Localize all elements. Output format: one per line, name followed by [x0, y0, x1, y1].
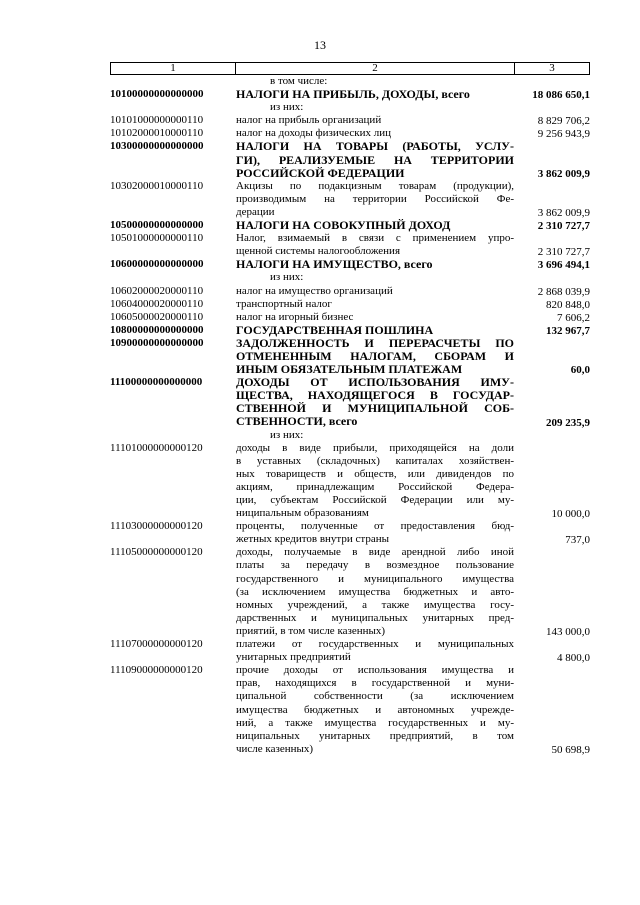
row-code: 10900000000000000 [110, 336, 204, 349]
column-header-table [110, 62, 590, 75]
row-amount: 60,0 [570, 364, 590, 377]
row-amount: 50 698,9 [551, 743, 590, 756]
table-row [110, 75, 590, 88]
row-description [236, 88, 514, 101]
row-code: 10602000020000110 [110, 284, 204, 297]
row-description-line: акциям, принадлежащим Российской Федера- [236, 480, 514, 493]
table-row [110, 114, 590, 127]
row-amount: 143 000,0 [546, 626, 590, 639]
row-description-line: из них: [270, 428, 304, 441]
table-row [110, 520, 590, 546]
row-description-line: ципальной собственности (за исключением [236, 690, 514, 703]
row-description-line: доходы, получаемые в виде арендной либо иной [236, 546, 514, 559]
row-description-line: из них: [270, 101, 304, 114]
row-description-line: ЩЕСТВА, НАХОДЯЩЕГОСЯ В ГОСУДАР- [236, 389, 514, 403]
table-row [110, 127, 590, 140]
row-description [236, 520, 514, 546]
row-description-line: ГИ), РЕАЛИЗУЕМЫЕ НА ТЕРРИТОРИИ [236, 153, 514, 167]
row-description-line: НАЛОГИ НА ПРИБЫЛЬ, ДОХОДЫ, всего [236, 88, 470, 102]
table-row [110, 140, 590, 179]
row-description-line: в том числе: [270, 75, 328, 87]
table-row [110, 88, 590, 101]
row-description-line: ОТМЕНЕННЫМ НАЛОГАМ, СБОРАМ И [236, 349, 514, 363]
row-code: 10605000020000110 [110, 310, 204, 323]
row-description-line: платежи от государственных и муниципальных [236, 638, 514, 651]
row-description-line: ДОХОДЫ ОТ ИСПОЛЬЗОВАНИЯ ИМУ- [236, 376, 514, 390]
table-row [110, 232, 590, 258]
row-amount: 4 800,0 [557, 652, 590, 665]
table-row [110, 285, 590, 298]
column-header-row [111, 63, 590, 75]
row-code: 11105000000000120 [110, 546, 203, 559]
row-code: 10101000000000110 [110, 114, 204, 127]
row-description [236, 638, 514, 664]
row-description [236, 298, 514, 311]
row-description-line: РОССИЙСКОЙ ФЕДЕРАЦИИ [236, 166, 405, 180]
row-description-line: ГОСУДАРСТВЕННАЯ ПОШЛИНА [236, 323, 434, 337]
table-row [110, 311, 590, 324]
table-row [110, 442, 590, 521]
row-amount: 3 862 009,9 [537, 167, 590, 180]
table-row [110, 546, 590, 638]
row-description-line: Акцизы по подакцизным товарам (продукции), [236, 179, 514, 192]
row-code: 10302000010000110 [110, 179, 204, 192]
row-code: 11109000000000120 [110, 664, 203, 677]
row-description-line: налог на доходы физических лиц [236, 127, 392, 140]
row-description-line: щенной системы налогообложения [236, 245, 401, 258]
row-description-line: СТВЕННОЙ И МУНИЦИПАЛЬНОЙ СОБ- [236, 402, 514, 416]
row-amount: 209 235,9 [546, 416, 590, 429]
row-description [236, 232, 514, 258]
row-description [236, 376, 514, 428]
row-amount: 2 310 727,7 [537, 246, 590, 259]
row-amount: 2 310 727,7 [537, 220, 590, 233]
row-description-line: из них: [270, 271, 304, 284]
table-row [110, 664, 590, 756]
row-code: 10501000000000110 [110, 232, 204, 245]
row-description-line: НАЛОГИ НА СОВОКУПНЫЙ ДОХОД [236, 219, 451, 233]
row-amount: 2 868 039,9 [537, 285, 590, 298]
row-description [236, 219, 514, 232]
row-description [236, 140, 514, 179]
column-header-1: 1 [111, 63, 236, 75]
row-description-line: проценты, полученные от предоставления бюд- [236, 520, 514, 533]
row-description [236, 101, 548, 114]
row-description-line: номных учреждений, а также имущества госу- [236, 598, 514, 611]
row-code: 10500000000000000 [110, 219, 204, 232]
row-description [236, 442, 514, 521]
row-description [236, 271, 548, 284]
row-code: 10102000010000110 [110, 127, 204, 140]
row-amount: 3 862 009,9 [537, 207, 590, 220]
table-row [110, 337, 590, 376]
table-row [110, 271, 590, 284]
table-row [110, 376, 590, 428]
row-code: 11103000000000120 [110, 520, 203, 533]
row-description-line: дерации [236, 205, 275, 218]
row-description-line: унитарных предприятий [236, 651, 351, 664]
row-description-line: доходы в виде прибыли, приходящейся на доли [236, 441, 514, 454]
row-amount: 737,0 [565, 534, 590, 547]
row-description-line: ции, субъектам Российской Федерации или му- [236, 494, 514, 506]
row-description [236, 258, 514, 271]
row-description-line: транспортный налог [236, 297, 332, 310]
table-row [110, 219, 590, 232]
row-description [236, 127, 514, 140]
row-description-line: дарственных и муниципальных унитарных пред- [236, 611, 514, 624]
row-description-line: производимым на территории Российской Фе- [236, 192, 514, 205]
row-description-line: ний, а также имущества государственных и му- [236, 716, 514, 729]
row-description-line: платы за передачу в возмездное пользование [236, 559, 514, 572]
row-code: 10800000000000000 [110, 323, 204, 336]
row-description-line: ЗАДОЛЖЕННОСТЬ И ПЕРЕРАСЧЕТЫ ПО [236, 336, 514, 350]
row-description [236, 180, 514, 219]
row-description [236, 664, 514, 756]
row-code: 11107000000000120 [110, 638, 203, 651]
row-code: 10604000020000110 [110, 297, 204, 310]
row-description [236, 311, 514, 324]
row-description-line: прав, находящихся в государственной и муни- [236, 677, 514, 690]
row-amount: 9 256 943,9 [537, 128, 590, 141]
row-description-line: ИНЫМ ОБЯЗАТЕЛЬНЫМ ПЛАТЕЖАМ [236, 363, 463, 377]
row-description-line: СТВЕННОСТИ, всего [236, 415, 358, 429]
row-amount: 8 829 706,2 [537, 115, 590, 128]
row-description-line: имущества бюджетных и автономных учрежде- [236, 703, 514, 716]
row-code: 11100000000000000 [110, 376, 203, 389]
row-code: 11101000000000120 [110, 441, 203, 454]
row-description [236, 546, 514, 638]
budget-rows [110, 75, 590, 756]
table-row [110, 180, 590, 219]
table-row [110, 298, 590, 311]
row-description [236, 285, 514, 298]
row-description-line: ниципальным образованиям [236, 507, 369, 520]
page-number: 13 [314, 38, 326, 52]
row-amount: 7 606,2 [557, 311, 590, 324]
row-description-line: ниципальных унитарных предприятий, в том [236, 729, 514, 742]
table-row [110, 429, 590, 442]
table-row [110, 258, 590, 271]
row-description-line: в уставных (складочных) капиталах хозяйствен- [236, 454, 514, 467]
row-description-line: числе казенных) [236, 742, 314, 755]
row-description-line: государственного и муниципального имущества [236, 572, 514, 585]
column-header-3: 3 [515, 63, 590, 75]
row-amount: 132 967,7 [546, 324, 590, 337]
row-description-line: налог на игорный бизнес [236, 310, 354, 323]
row-description-line: НАЛОГИ НА ТОВАРЫ (РАБОТЫ, УСЛУ- [236, 140, 514, 154]
row-amount: 10 000,0 [551, 508, 590, 521]
table-row [110, 324, 590, 337]
row-description-line: НАЛОГИ НА ИМУЩЕСТВО, всего [236, 258, 433, 272]
row-code: 10100000000000000 [110, 88, 204, 101]
row-description [236, 114, 514, 127]
row-code: 10300000000000000 [110, 140, 204, 153]
row-description-line: ных товариществ и обществ, или дивидендов по [236, 467, 514, 480]
row-code: 10600000000000000 [110, 258, 204, 271]
row-description-line: налог на имущество организаций [236, 284, 393, 297]
row-description [236, 324, 514, 337]
table-row [110, 638, 590, 664]
row-description [236, 429, 548, 442]
row-amount: 820 848,0 [546, 298, 590, 311]
row-description [236, 75, 548, 88]
row-description-line: Налог, взимаемый в связи с применением упро- [236, 232, 514, 245]
row-description-line: налог на прибыль организаций [236, 114, 382, 127]
table-row [110, 101, 590, 114]
row-description-line: приятий, в том числе казенных) [236, 624, 386, 637]
row-description-line: прочие доходы от использования имущества и [236, 664, 514, 677]
row-description [236, 337, 514, 376]
row-description-line: (за исключением имущества бюджетных и авто- [236, 585, 514, 598]
row-description-line: жетных кредитов внутри страны [236, 533, 389, 546]
row-amount: 3 696 494,1 [537, 259, 590, 272]
row-amount: 18 086 650,1 [532, 89, 590, 102]
column-header-2: 2 [236, 63, 515, 75]
